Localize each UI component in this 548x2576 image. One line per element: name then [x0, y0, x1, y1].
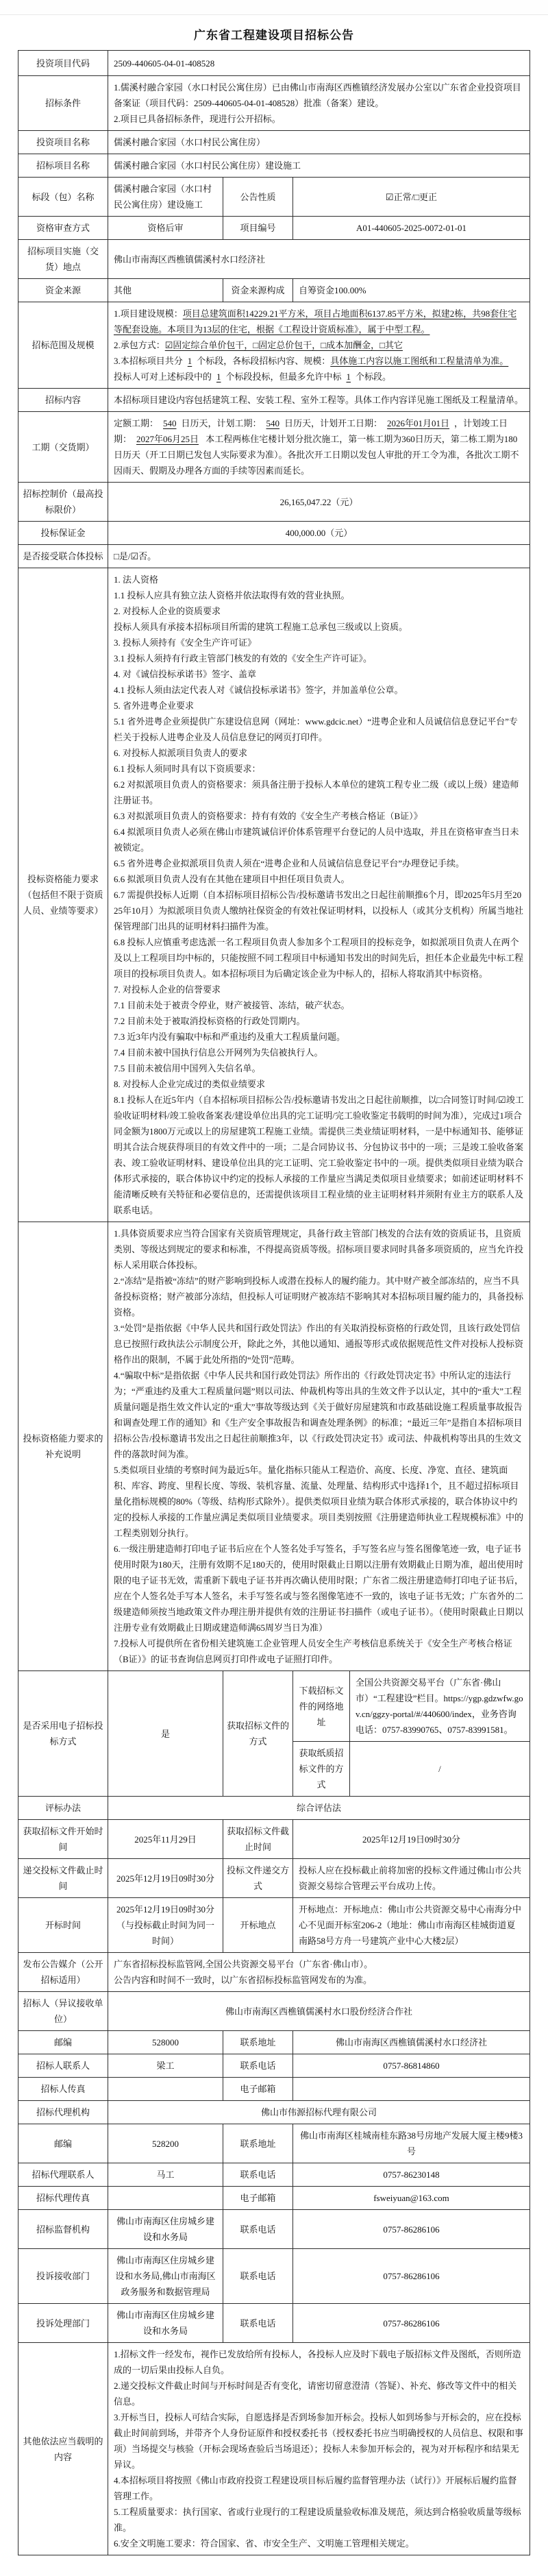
- tender-content-label: 招标内容: [18, 389, 108, 412]
- complaint-receiving-label: 投诉接收部门: [18, 2249, 108, 2304]
- text-line: 4.“骗取中标”是指依据《中华人民共和国行政处罚法》所作出的《行政处罚决定书》中所认定的违法行为；“严重违约及重大工程质量问题”则以司法、仲裁机构等出具的生效文件予以认定，其中的“重大”工程质量问题是指生效文件认定的“重大”事故等级达到《关于做好房屋建筑和市政基础设施工程质量事故报告和调查处理工作的通知》和《生产安全事故报告和调查处理条例》的标准；“最近三年”是指自本招标项目招标公告/投标邀请书发出之日起往前顺推3年，以《行政处罚决定书》或司法、仲裁机构等出具的生效文件的落款时间为准。: [113, 1370, 523, 1459]
- document-end-label: 获取招标文件截止时间: [223, 1820, 292, 1859]
- text-line: 1. 法人资格: [113, 574, 158, 585]
- agency-contact-label: 招标代理联系人: [18, 2163, 108, 2187]
- agency-contact-value: 马工: [108, 2163, 223, 2187]
- qualification-review-label: 资格审查方式: [18, 217, 108, 240]
- text-line: 7.2 目前未处于被取消投标资格的行政处罚期内。: [113, 1016, 306, 1026]
- duration-value: [108, 412, 530, 483]
- text-line: 6.7 需提供投标人近期（自本招标项目招标公告/投标邀请书发出之日起往前顺推6个月，即2025年5月至2025年10月）为拟派项目负责人缴纳社保资金的有效社保证明材料，以投标人（或其分支机构）所属当地社保管理部门出具的证明材料扫描件为准。: [113, 890, 523, 932]
- row-tender-project-name: [18, 154, 530, 178]
- text-line: 2.“冻结”是指被“冻结”的财产影响到投标人或潜在投标人的履约能力。其中财产被全部冻结的，应当不具备投标资格；财产被部分冻结，但投标人可证明财产被冻结不影响其对本招标项目履约能力的，具备投标资格。: [113, 1276, 523, 1317]
- text-line: 投标人须具有承接本招标项目所需的建筑工程施工总承包三级或以上资质。: [113, 622, 408, 632]
- text-line: 4. 对《诚信投标承诺书》签字、盖章: [113, 669, 256, 679]
- agency-phone-label: 联系电话: [223, 2163, 292, 2187]
- text-line: 1.1 投标人应具有独立法人资格并依法取得有效的营业执照。: [113, 590, 350, 600]
- qualification-review-value: 资格后审: [108, 217, 223, 240]
- evaluation-method-value: 综合评估法: [108, 1797, 530, 1820]
- text-line: 5. 省外进粤企业要求: [113, 701, 194, 711]
- text-line: 广东省招标投标监管网,全国公共资源交易平台（广东省·佛山市）。: [113, 1959, 373, 1969]
- scope-line-4: 投标人可对上述标段中的 1 个标段投标，但最多允许中标 1 个标段。: [113, 372, 392, 382]
- consortium-value: □是/☑否。: [108, 545, 530, 568]
- tenderer-postcode-value: 528000: [108, 2031, 223, 2054]
- text-line: 3. 投标人须持有《安全生产许可证》: [113, 637, 256, 648]
- tender-notice-table: [18, 50, 530, 2555]
- row-tender-conditions: [18, 76, 530, 131]
- submit-deadline-label: 递交投标文件截止时间: [18, 1859, 108, 1898]
- complaint-receiving-phone-value: 0757-86286106: [292, 2249, 530, 2304]
- row-agency: [18, 2101, 530, 2124]
- row-agency-postcode: [18, 2124, 530, 2163]
- text-line: 公告内容和时间不一致时，以广东省招标投标监管网发布的为准。: [113, 1975, 372, 1985]
- text-line: 7.3 近3年内没有骗取中标和严重违约及重大工程质量问题。: [113, 1032, 345, 1042]
- text-line: 6.5 省外进粤企业拟派项目负责人须在“进粤企业和人员诚信信息登记平台”办理登记手续。: [113, 858, 465, 868]
- bid-bond-value: 400,000.00（元）: [108, 522, 530, 545]
- duration-label: 工期（交货期）: [18, 412, 108, 483]
- agency-email-value: fsweiyuan@163.com: [292, 2187, 530, 2210]
- text-line: 4.本招标项目将按照《佛山市政府投资工程建设项目标后履约监督管理办法（试行）》开展标后履约监督管理工作。: [113, 2475, 517, 2501]
- scope-line-3: 3.本招标项目共分 1 个标段，各标段招标内容、规模：具体施工内容以施工图纸和工程量清单为准。: [113, 356, 509, 366]
- row-bid-opening: [18, 1898, 530, 1953]
- electronic-bidding-value: 是: [108, 1671, 223, 1797]
- document-start-value: 2025年11月29日: [108, 1820, 223, 1859]
- qualification-requirements-value: [108, 568, 530, 1222]
- text-line: 2. 对投标人企业的资质要求: [113, 606, 221, 616]
- complaint-receiving-phone-label: 联系电话: [223, 2249, 292, 2304]
- scope-line-1: 1.项目建设规模：项目总建筑面积14229.21平方米，项目占地面积6137.85平方米，拟建2栋，共98套住宅等配套设施。本项目为13层的住宅，根据《工程设计资质标准》，属于中型工程。: [113, 308, 517, 335]
- document-start-label: 获取招标文件开始时间: [18, 1820, 108, 1859]
- investment-code-value: 2509-440605-04-01-408528: [108, 51, 530, 76]
- row-investment-name: [18, 131, 530, 154]
- row-complaint-receiving: [18, 2249, 530, 2304]
- row-qualification-supplement: [18, 1222, 530, 1671]
- document-end-value: 2025年12月19日09时30分: [292, 1820, 530, 1859]
- top-divider: [0, 0, 548, 15]
- scope-and-scale-label: 招标范围及规模: [18, 302, 108, 389]
- text-line: 6.一级注册建造师打印电子证书后应在个人签名处手写签名，手写签名应与签名图像笔迹一致，电子证书使用时限为180天，注册有效期不足180天的，使用时限截止日期以注册有效期截止日期为准，超出使用时限的电子证书无效，需重新下载电子证书并再次确认使用时限；广东省二级注册建造师打印电子证书后，应在个人签名处手写本人签名，未手写签名或与签名图像笔迹不一致的，该电子证书无效；广东省外的二级建造师须按当地政策文件办理注册并提供有效的注册证书扫描件（或电子证书）。（使用时限截止日期以注册专业有效期截止日期或建造师满65周岁当日为准）: [113, 1544, 523, 1633]
- tenderer-postcode-label: 邮编: [18, 2031, 108, 2054]
- control-price-label: 招标控制价（最高投标限价）: [18, 483, 108, 522]
- row-agency-contact: [18, 2163, 530, 2187]
- row-control-price: [18, 483, 530, 522]
- tenderer-label: 招标人（异议接收单位）: [18, 1992, 108, 2031]
- agency-postcode-label: 邮编: [18, 2124, 108, 2163]
- agency-phone-value: 0757-86230148: [292, 2163, 530, 2187]
- complaint-handling-label: 投诉处理部门: [18, 2304, 108, 2343]
- text-line: 3.开标当日，投标人可结合实际，自愿选择是否到场参加开标会。投标人如到场参与开标会的，应在投标截止时间前到场，并带齐个人身份证原件和授权委托书（授权委托书应当明确授权的人员信息、权限和事项）当场提交与核验（开标会现场查验后当场退还）；投标人未参加开标会的，视为对开标程序和结果无异议。: [113, 2412, 523, 2470]
- agency-value: 佛山市伟源招标代理有限公司: [108, 2101, 530, 2124]
- funding-source-label: 资金来源: [18, 279, 108, 302]
- text-line: 6.安全文明施工要求：符合国家、省、市安全生产、文明施工管理相关规定。: [113, 2538, 414, 2549]
- tenderer-contact-label: 招标人联系人: [18, 2054, 108, 2078]
- electronic-bidding-label: 是否采用电子招标投标方式: [18, 1671, 108, 1797]
- qualification-requirements-label: 投标资格能力要求（包括但不限于资质人员、业绩等要求）: [18, 568, 108, 1222]
- row-scope-and-scale: [18, 302, 530, 389]
- row-tenderer: [18, 1992, 530, 2031]
- text-line: 6. 对投标人拟派项目负责人的要求: [113, 748, 247, 758]
- announcement-media-value: [108, 1953, 530, 1992]
- tender-conditions-label: 招标条件: [18, 76, 108, 131]
- project-number-label: 项目编号: [223, 217, 292, 240]
- row-investment-code: [18, 51, 530, 76]
- announcement-media-label: 发布公告媒介（公开招标适用）: [18, 1953, 108, 1992]
- row-tenderer-fax: [18, 2078, 530, 2101]
- submit-method-value: 投标人应在投标截止前将加密的投标文件通过佛山市公共资源交易综合管理云平台成功上传。: [292, 1859, 530, 1898]
- page-title: 广东省工程建设项目招标公告: [194, 29, 354, 42]
- row-tenderer-contact: [18, 2054, 530, 2078]
- bid-opening-place-value: 开标地点：开标地点：佛山市公共资源交易中心南海分中心不见面开标室206-2（地址：佛山市南海区桂城街道夏南路58号方舟一号建筑产业中心大楼2层）: [292, 1898, 530, 1953]
- delivery-location-value: 佛山市南海区西樵镇儒溪村水口经济社: [108, 240, 530, 279]
- investment-name-label: 投资项目名称: [18, 131, 108, 154]
- text-line: 8. 对投标人企业完成过的类似业绩要求: [113, 1079, 265, 1089]
- text-line: 2.项目已具备招标条件，现进行公开招标。: [113, 114, 281, 124]
- complaint-handling-phone-value: 0757-86286106: [292, 2304, 530, 2343]
- bid-opening-time-label: 开标时间: [18, 1898, 108, 1953]
- complaint-handling-phone-label: 联系电话: [223, 2304, 292, 2343]
- row-funding-source: [18, 279, 530, 302]
- text-line: 7.4 目前未被中国执行信息公开网列为失信被执行人。: [113, 1047, 323, 1058]
- notice-nature-value: ☑正常/□更正: [292, 178, 530, 217]
- supervision-authority-label: 招标监督机构: [18, 2210, 108, 2249]
- text-line: 7.1 目前未处于被责令停业，财产被接管、冻结，破产状态。: [113, 1000, 350, 1010]
- row-electronic-bidding: [18, 1671, 530, 1742]
- scope-line-2: 2.承包方式：☑固定综合单价包干，□固定总价包干，□成本加酬金，□其它: [113, 340, 403, 350]
- tenderer-value: 佛山市南海区西樵镇儒溪村水口股份经济合作社: [108, 1992, 530, 2031]
- agency-email-label: 电子邮箱: [223, 2187, 292, 2210]
- section-name-value: 儒溪村融合家园（水口村民公寓住房）建设施工: [108, 178, 223, 217]
- tender-project-name-value: 儒溪村融合家园（水口村民公寓住房）建设施工: [108, 154, 530, 178]
- text-line: 3.“处罚”是指依据《中华人民共和国行政处罚法》作出的有关取消投标资格的行政处罚，且该行政处罚信息已按照行政执法公示制度公开，除此之外，其他以通知、通报等形式或依据规范性文件对投标人投标资格作出的限制，不属于此处所指的“处罚”范畴。: [113, 1323, 523, 1365]
- text-line: 6.2 对拟派项目负责人的资格要求：须具备注册于投标人本单位的建筑工程专业二级（或以上级）建造师注册证书。: [113, 779, 519, 805]
- supervision-authority-value: 佛山市南海区住房城乡建设和水务局: [108, 2210, 223, 2249]
- text-line: 1.具体资质要求应当符合国家有关资质管理规定，具备行政主管部门核发的合法有效的资质证书，且资质类别、等级达到规定的要求和标准，不得提高资质等级。招标项目要求同时具备多项资质的，应当允许投标人采用联合体投标。: [113, 1228, 523, 1270]
- bid-bond-label: 投标保证金: [18, 522, 108, 545]
- row-submit-deadline: [18, 1859, 530, 1898]
- qualification-supplement-label: 投标资格能力要求的补充说明: [18, 1222, 108, 1671]
- row-consortium: [18, 545, 530, 568]
- row-duration: [18, 412, 530, 483]
- text-line: 6.6 拟派项目负责人没有在其他在建项目中担任项目负责人。: [113, 874, 350, 884]
- text-line: 6.3 对拟派项目负责人的资格要求：持有有效的《安全生产考核合格证（B证）》: [113, 811, 423, 821]
- text-line: 5.类似项目业绩的考察时间为最近5年。量化指标只能从工程造价、高度、长度、净宽、直径、建筑面积、库容、跨度、里程长度、等级、装机容量、流量、处理量、结构形式中选择1个，且不超过招标项目量化指标规模的80%（等级、结构形式除外）。提供类似项目业绩为联合体形式承接的，联合体协议中约定的投标人承接的工作量应满足类似项目业绩要求。项目类别按照《注册建造师执业工程规模标准》中的工程类别划分执行。: [113, 1465, 523, 1538]
- supervision-phone-label: 联系电话: [223, 2210, 292, 2249]
- paper-documents-value: /: [349, 1742, 530, 1797]
- text-line: 5.工程质量要求：执行国家、省或行业现行的工程建设质量验收标准及规范，须达到合格验收质量等级标准。: [113, 2507, 521, 2533]
- text-line: 7. 对投标人企业的信誉要求: [113, 984, 221, 995]
- notice-nature-label: 公告性质: [223, 178, 292, 217]
- tender-content-value: 本招标项目建设内容包括建筑工程、安装工程、室外工程等。具体工作内容详见施工图纸及工程量清单。: [108, 389, 530, 412]
- tenderer-phone-value: 0757-86814860: [292, 2054, 530, 2078]
- text-line: 6.8 投标人应慎重考虑选派一名工程项目负责人参加多个工程项目的投标竞争，如拟派项目负责人在两个及以上工程项目均中标的，只能按照不同工程项目中标通知书发出的时间先后，担任本企业最先中标工程项目的投标项目负责人。如本招标项目为后确定该企业为中标人的，招标人将取消其中标资格。: [113, 937, 523, 979]
- text-line: 3.1 投标人须持有行政主管部门核发的有效的《安全生产许可证》。: [113, 653, 372, 664]
- paper-documents-label: 获取纸质招标文件的方式: [292, 1742, 349, 1797]
- tender-project-name-label: 招标项目名称: [18, 154, 108, 178]
- tenderer-fax-label: 招标人传真: [18, 2078, 108, 2101]
- qualification-supplement-value: [108, 1222, 530, 1671]
- tenderer-phone-label: 联系电话: [223, 2054, 292, 2078]
- text-line: 6.4 拟派项目负责人必须在佛山市建筑诚信评价体系管理平台登记的人员中选取，并且在资格审查当日未被锁定。: [113, 827, 519, 853]
- row-announcement-media: [18, 1953, 530, 1992]
- text-line: 2.递交投标文件截止时间与开标时间是否有变化，请密切留意澄清（答疑）、补充、修改等文件中的相关信息。: [113, 2381, 517, 2407]
- complaint-handling-value: 佛山市南海区住房城乡建设和水务局: [108, 2304, 223, 2343]
- row-document-obtain-time: [18, 1820, 530, 1859]
- row-complaint-handling: [18, 2304, 530, 2343]
- duration-text: 定额工期： 540 日历天，计划工期： 540 日历天，计划开工日期： 2026年01月01日 ，计划竣工日期： 2027年06月25日 本工程两栋住宅楼计划分批次施工，第一栋工期为360日历天，第二栋工期为180日历天（开工日期已发包人实际要求为准）。各批次开工日期以发包人审批的开工令为准，各批次工期不因雨天、假期及办理各方面的手续等因素而延长。: [113, 418, 519, 476]
- text-line: 1.招标文件一经发布，视作已发放给所有投标人，各投标人应及时下载电子版招标文件及图纸，否则所造成的一切后果由投标人自负。: [113, 2349, 521, 2375]
- tenderer-address-label: 联系地址: [223, 2031, 292, 2054]
- other-required-content-label: 其他依法应当载明的内容: [18, 2343, 108, 2555]
- tenderer-contact-value: 梁工: [108, 2054, 223, 2078]
- agency-fax-value: [108, 2187, 223, 2210]
- text-line: 8.1 投标人在近5年内（自本招标项目招标公告/投标邀请书发出之日起往前顺推，以□合同签订时间/☑竣工验收证明材料/竣工验收备案表/建设单位出具的完工证明/完工验收鉴定书载明的时间为准），完成过1项合同金额为1800万元或以上的房屋建筑工程施工业绩。需提供三类业绩证明材料，一是中标通知书、能够证明其合法合规获得项目的有效文件中的一项；二是合同协议书、分包协议书中的一项；三是竣工验收备案表、竣工验收证明材料、建设单位出具的完工证明、完工验收鉴定书中的一项。提供类似项目业绩为联合体形式承接的，联合体协议中约定的投标人承接的工作量应当满足类似项目业绩要求；如前述证明材料不能清晰反映有关特征和必要信息的，还需提供该项目工程业绩的业主证明材料并须附有业主方的联系人及联系电话。: [113, 1095, 524, 1215]
- row-section-name: [18, 178, 530, 217]
- section-name-label: 标段（包）名称: [18, 178, 108, 217]
- bid-opening-place-label: 开标地点: [223, 1898, 292, 1953]
- text-line: 6.1 投标人须同时具有以下资质要求：: [113, 764, 261, 774]
- submit-deadline-value: 2025年12月19日09时30分: [108, 1859, 223, 1898]
- funding-composition-value: 自筹资金100.00%: [292, 279, 530, 302]
- row-agency-fax: [18, 2187, 530, 2210]
- tenderer-email-label: 电子邮箱: [223, 2078, 292, 2101]
- agency-postcode-value: 528200: [108, 2124, 223, 2163]
- row-bid-bond: [18, 522, 530, 545]
- row-tenderer-postcode: [18, 2031, 530, 2054]
- investment-code-label: 投资项目代码: [18, 51, 108, 76]
- text-line: 5.1 省外进粤企业须提供广东建设信息网（网址：www.gdcic.net）“进粤企业和人员诚信信息登记平台”专栏关于投标人进粤企业及人员信息登记的网页打印件。: [113, 716, 518, 742]
- text-line: 4.1 投标人须由法定代表人对《诚信投标承诺书》签字，并加盖单位公章。: [113, 685, 403, 695]
- other-required-content-value: [108, 2343, 530, 2555]
- project-number-value: A01-440605-2025-0072-01-01: [292, 217, 530, 240]
- scope-and-scale-value: [108, 302, 530, 389]
- agency-fax-label: 招标代理传真: [18, 2187, 108, 2210]
- row-delivery-location: [18, 240, 530, 279]
- tenderer-email-value: [292, 2078, 530, 2101]
- complaint-receiving-value: 佛山市南海区住房城乡建设和水务局,佛山市南海区政务服务和数据管理局: [108, 2249, 223, 2304]
- agency-label: 招标代理机构: [18, 2101, 108, 2124]
- text-line: 1.儒溪村融合家园（水口村民公寓住房）已由佛山市南海区西樵镇经济发展办公室以广东省企业投资项目备案证（项目代码：2509-440605-04-01-408528）批准（备案）建设。: [113, 82, 521, 108]
- download-address-label: 下载招标文件的网络地址: [292, 1671, 349, 1742]
- tender-conditions-value: [108, 76, 530, 131]
- bid-opening-time-value: 2025年12月19日09时30分（与投标截止时间为同一时间）: [108, 1898, 223, 1953]
- row-qualification-requirements: [18, 568, 530, 1222]
- delivery-location-label: 招标项目实施（交货）地点: [18, 240, 108, 279]
- evaluation-method-label: 评标办法: [18, 1797, 108, 1820]
- funding-composition-label: 资金来源构成: [223, 279, 292, 302]
- row-other-required-content: [18, 2343, 530, 2555]
- row-tender-content: [18, 389, 530, 412]
- row-evaluation-method: [18, 1797, 530, 1820]
- submit-method-label: 投标文件递交方式: [223, 1859, 292, 1898]
- investment-name-value: 儒溪村融合家园（水口村民公寓住房）: [108, 131, 530, 154]
- agency-address-value: 佛山市南海区桂城南桂东路38号房地产发展大厦主楼9楼3号: [292, 2124, 530, 2163]
- text-line: 7.5 目前未被信用中国列入失信名单。: [113, 1063, 261, 1073]
- obtain-documents-label: 获取招标文件的方式: [223, 1671, 292, 1797]
- row-supervision-authority: [18, 2210, 530, 2249]
- supervision-phone-value: 0757-86286106: [292, 2210, 530, 2249]
- consortium-label: 是否接受联合体投标: [18, 545, 108, 568]
- tenderer-address-value: 佛山市南海区西樵镇儒溪村水口经济社: [292, 2031, 530, 2054]
- text-line: 7.投标人可提供所在省份相关建筑施工企业管理人员安全生产考核信息系统关于《安全生产考核合格证（B证）》的证书查询信息网页打印件或电子证照打印件。: [113, 1638, 512, 1664]
- row-qualification-review: [18, 217, 530, 240]
- download-address-value: 全国公共资源交易平台（广东省·佛山市）“工程建设”栏目。https://ygp.gdzwfw.gov.cn/ggzy-portal/#/440600/index，业务咨询电话：0757-83990765、0757-83991581。: [349, 1671, 530, 1742]
- control-price-value: 26,165,047.22（元）: [108, 483, 530, 522]
- funding-source-value: 其他: [108, 279, 223, 302]
- tenderer-fax-value: [108, 2078, 223, 2101]
- agency-address-label: 联系地址: [223, 2124, 292, 2163]
